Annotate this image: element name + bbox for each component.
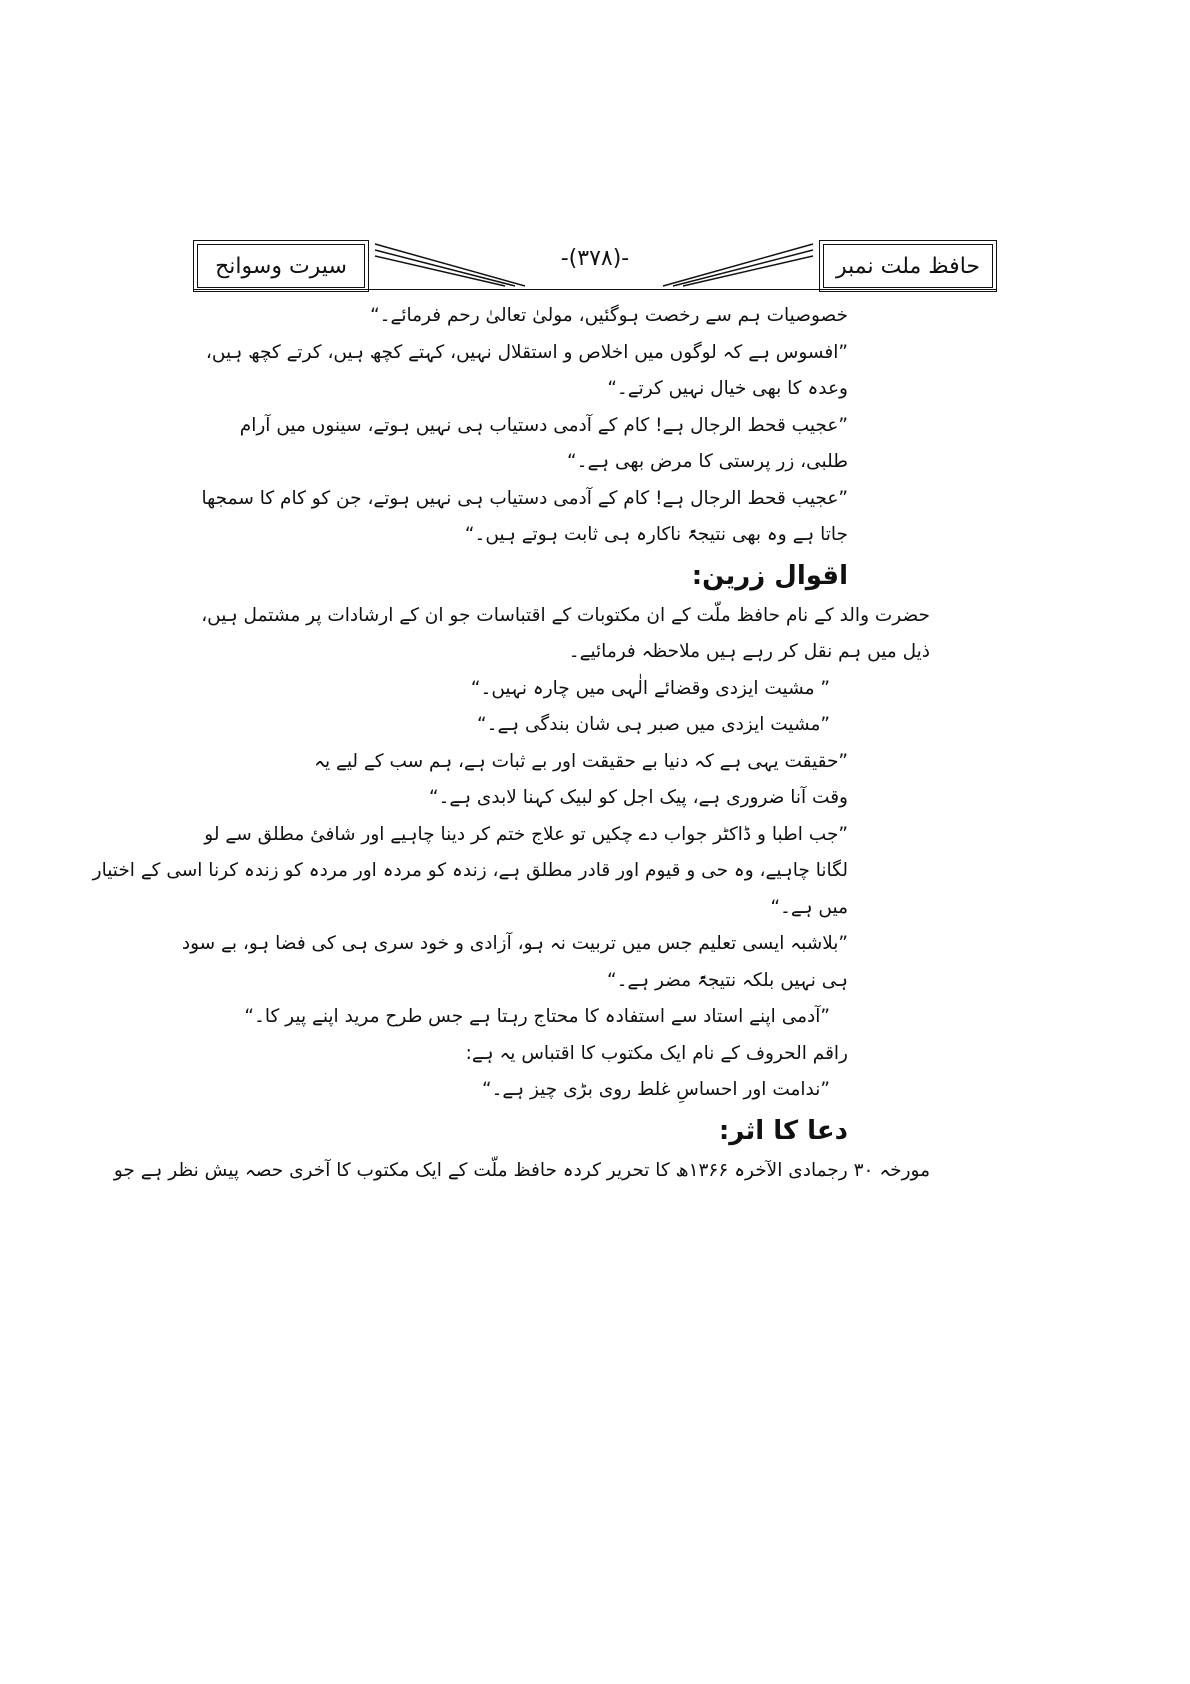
section-heading-dua-ka-asar: دعا کا اثر: xyxy=(718,1115,848,1146)
header-rule xyxy=(193,289,997,290)
quote-line: ”بلاشبہ ایسی تعلیم جس میں تربیت نہ ہو، آزادی و خود سری ہی کی فضا ہو، بے سود xyxy=(181,933,848,954)
quote-line: جاتا ہے وہ بھی نتیجۃً ناکارہ ہی ثابت ہوتے ہیں۔“ xyxy=(464,524,848,545)
page-header xyxy=(193,238,997,290)
body-line: ذیل میں ہم نقل کر رہے ہیں ملاحظہ فرمائیے۔ xyxy=(568,641,930,662)
quote-line: ” مشیت ایزدی وقضائے الٰہی میں چارہ نہیں۔“ xyxy=(470,677,830,699)
quote-line: ”عجیب قحط الرجال ہے! کام کے آدمی دستیاب ہی نہیں ہوتے، جن کو کام کا سمجھا xyxy=(201,487,848,509)
body-line: حضرت والد کے نام حافظ ملّت کے ان مکتوبات کے اقتباسات جو ان کے ارشادات پر مشتمل ہیں، xyxy=(201,604,930,626)
quote-line: وقت آنا ضروری ہے، پیک اجل کو لبیک کہنا لابدی ہے۔“ xyxy=(428,787,848,808)
quote-line: ”افسوس ہے کہ لوگوں میں اخلاص و استقلال نہیں، کہتے کچھ ہیں، کرتے کچھ ہیں، xyxy=(205,341,848,363)
quote-line: وعدہ کا بھی خیال نہیں کرتے۔“ xyxy=(607,378,848,399)
quote-line: ”آدمی اپنے استاد سے استفادہ کا محتاج رہتا ہے جس طرح مرید اپنے پیر کا۔“ xyxy=(244,1006,830,1027)
book-title: حافظ ملت نمبر xyxy=(836,253,980,279)
page-body xyxy=(92,298,930,1189)
quote-line: ”حقیقت یہی ہے کہ دنیا بے حقیقت اور بے ثبات ہے، ہم سب کے لیے یہ xyxy=(314,750,848,772)
quote-line: لگانا چاہیے، وہ حی و قیوم اور قادر مطلق ہے، زندہ کو مردہ اور مردہ کو زندہ کرنا اسی کے اختیار xyxy=(92,860,848,881)
header-swoosh-left xyxy=(375,238,525,290)
body-line: راقم الحروف کے نام ایک مکتوب کا اقتباس یہ ہے: xyxy=(465,1042,848,1064)
body-line: مورخہ ۳۰ رجمادی الآخرہ ۱۳۶۶ھ کا تحریر کردہ حافظ ملّت کے ایک مکتوب کا آخری حصہ پیش نظر ہے جو xyxy=(113,1159,930,1181)
section-title-box xyxy=(197,244,365,288)
page-number: -(۳۷۸)- xyxy=(560,246,630,271)
quote-line: ”جب اطبا و ڈاکٹر جواب دے چکیں تو علاج ختم کر دینا چاہیے اور شافیٔ مطلق سے لو xyxy=(204,823,848,845)
quote-line: ”ندامت اور احساسِ غلط روی بڑی چیز ہے۔“ xyxy=(481,1079,830,1100)
body-line: خصوصیات ہم سے رخصت ہوگئیں، مولیٰ تعالیٰ رحم فرمائے۔“ xyxy=(370,305,848,326)
quote-line: ”مشیت ایزدی میں صبر ہی شان بندگی ہے۔“ xyxy=(477,714,830,735)
quote-line: میں ہے۔“ xyxy=(770,896,848,918)
quote-line: ہی نہیں بلکہ نتیجۃً مضر ہے۔“ xyxy=(606,969,848,991)
section-heading-aqwal-zareen: اقوال زرین: xyxy=(691,560,848,591)
section-title: سیرت وسوانح xyxy=(215,253,347,279)
quote-line: طلبی، زر پرستی کا مرض بھی ہے۔“ xyxy=(567,451,848,472)
quote-line: ”عجیب قحط الرجال ہے! کام کے آدمی دستیاب ہی نہیں ہوتے، سینوں میں آرام xyxy=(239,414,848,436)
